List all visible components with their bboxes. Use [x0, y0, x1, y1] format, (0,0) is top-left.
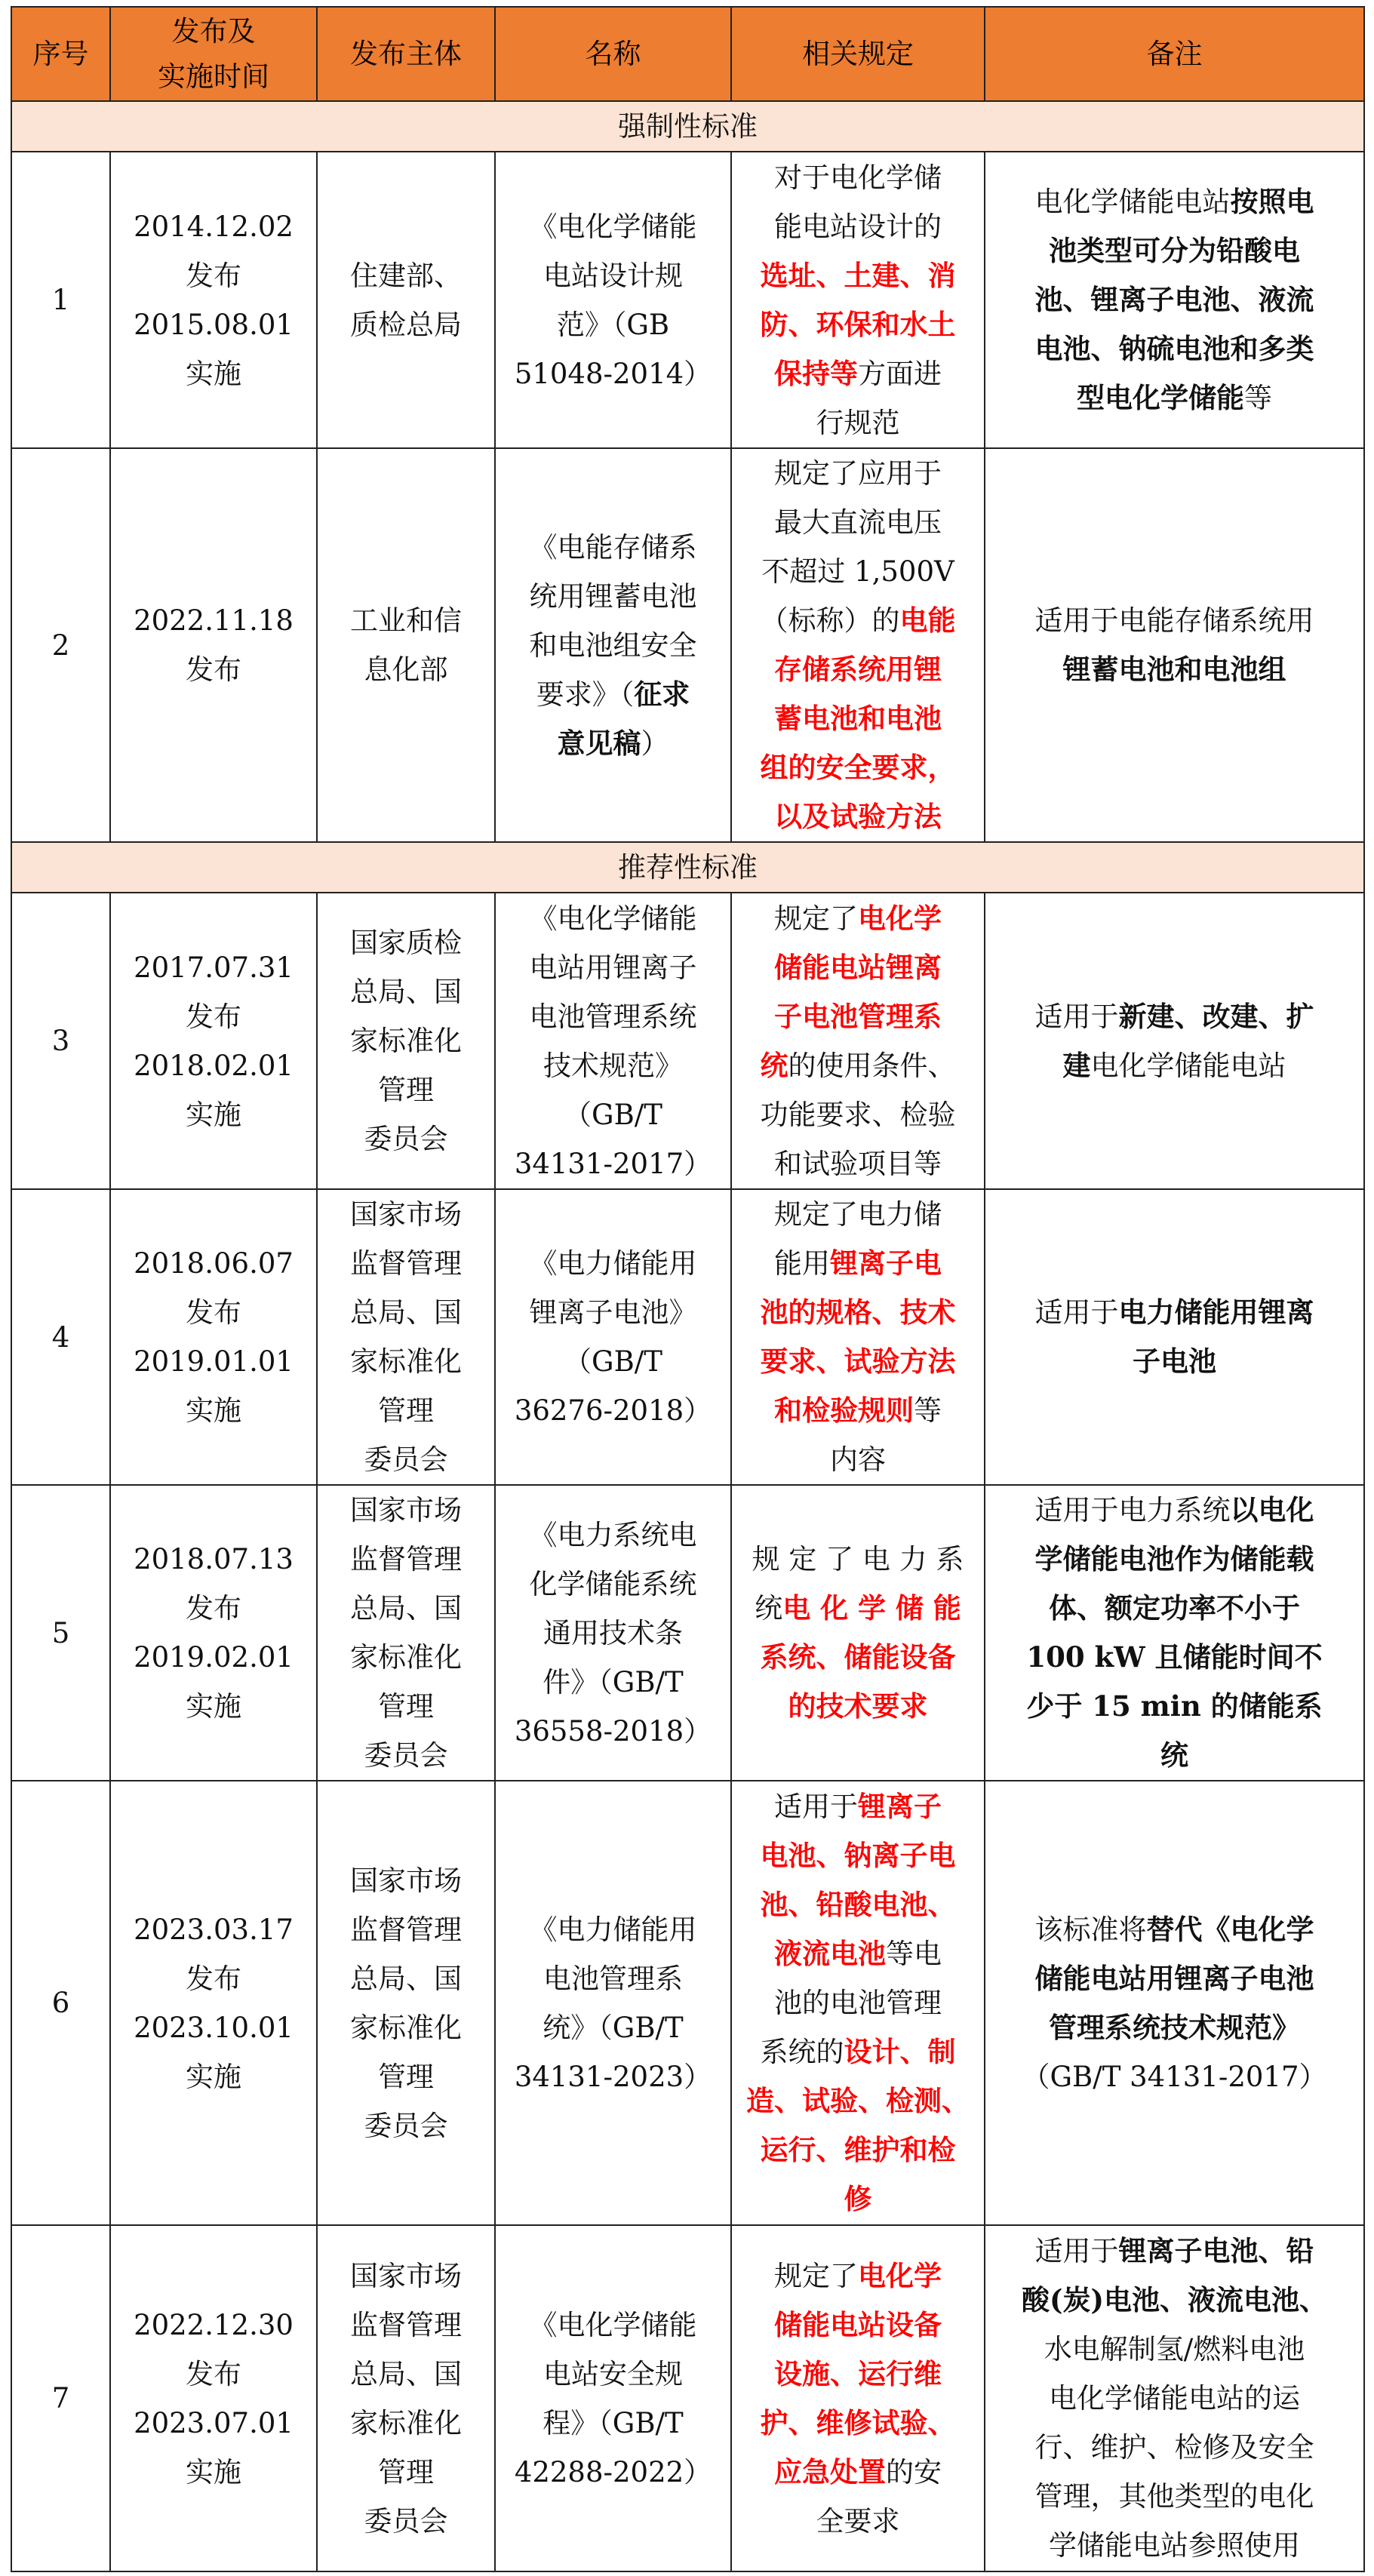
issuer-line: 总局、国: [350, 2357, 462, 2390]
name-line: 《电力储能用: [529, 1247, 697, 1280]
notes-text: 按照电: [1230, 185, 1314, 218]
name-line: 件》（GB/T: [543, 1665, 684, 1698]
rules-text: 储能电站锂离: [774, 950, 942, 984]
notes: [985, 2225, 1364, 2571]
rules-text: 规定了电力储: [774, 1198, 942, 1231]
rules-text: 蓄电池和电池: [774, 702, 942, 735]
issuer-line: 委员会: [364, 2504, 448, 2538]
rules-text: 的技术要求: [788, 1689, 928, 1723]
notes-text: 100 kW 且储能时间不: [1026, 1640, 1323, 1674]
notes-text: 适用于电能存储系统用: [1034, 604, 1314, 637]
rules-text: 能用: [774, 1247, 830, 1280]
date-line: 2019.02.01: [134, 1641, 294, 1674]
notes-text: 电化学储能电站: [1034, 186, 1231, 218]
table-row: [11, 1781, 1364, 2225]
table-row: [11, 448, 1364, 842]
rules-text: 统: [760, 1048, 788, 1082]
rules-text: 电能: [899, 604, 956, 637]
notes-text: 型电化学储能: [1077, 381, 1244, 414]
issuer-line: 总局、国: [350, 1296, 462, 1329]
notes: [985, 1781, 1364, 2225]
section-row: [11, 842, 1364, 893]
name-line: 《电力储能用: [529, 1913, 697, 1946]
date-line: 2017.07.31: [134, 951, 294, 984]
name-line: 34131-2017）: [514, 1147, 712, 1180]
rules-text: 池的电池管理: [774, 1987, 942, 2019]
issuer-line: 国家质检: [350, 927, 462, 959]
name-text: 要求》（: [536, 678, 635, 711]
date-line: 2015.08.01: [134, 308, 294, 341]
issuer: [317, 448, 495, 842]
name-line: 电池管理系统: [529, 1000, 697, 1033]
issuer-line: 工业和信: [350, 604, 462, 637]
standard-name: [495, 1781, 731, 2225]
name-line: 《电化学储能: [529, 210, 697, 243]
standard-name: [495, 1189, 731, 1485]
rules-text: 的使用条件、: [788, 1049, 956, 1082]
name-line: 程》（GB/T: [543, 2406, 684, 2439]
rules-text: 等: [914, 1394, 942, 1427]
row-number: 6: [11, 1781, 110, 2225]
rules-text: 功能要求、检验: [760, 1098, 956, 1131]
table-row: [11, 2225, 1364, 2571]
date-line: 发布: [186, 2357, 241, 2390]
rules-text: 锂离子: [858, 1790, 942, 1823]
rules-text: 方面进: [858, 357, 942, 390]
name-line: 《电力系统电: [529, 1518, 697, 1551]
issuer: [317, 2225, 495, 2571]
standard-name: [495, 448, 731, 842]
issuer-line: 管理: [378, 1074, 434, 1106]
table-row: [11, 152, 1364, 448]
date-line: 2023.03.17: [134, 1913, 294, 1946]
name-line: 34131-2023）: [514, 2060, 712, 2093]
issuer-line: 国家市场: [350, 2259, 462, 2292]
related-rules: [731, 448, 985, 842]
related-rules: [731, 152, 985, 448]
table-row: [11, 1485, 1364, 1781]
issuer-line: 家标准化: [350, 2406, 462, 2439]
notes-text: （GB/T 34131-2017）: [1022, 2060, 1327, 2093]
table-row: [11, 1189, 1364, 1485]
issuer: [317, 1189, 495, 1485]
notes-text: 适用于: [1034, 1296, 1119, 1329]
name-text: 统用锂蓄电池: [529, 579, 697, 613]
notes-text: 适用于: [1034, 2235, 1119, 2267]
name-text: 征求: [634, 677, 690, 711]
rules-text: 系统的: [760, 2036, 844, 2068]
name-text: ）: [641, 727, 669, 760]
name-line: 《电化学储能: [529, 902, 697, 935]
rules-text: 统: [755, 1592, 783, 1625]
header-date: [110, 7, 317, 101]
rules-text: 造、试验、检测、: [746, 2084, 970, 2117]
date-line: 2014.12.02: [134, 210, 294, 243]
issuer-line: 息化部: [364, 653, 448, 686]
rules-text: 最大直流电压: [774, 506, 942, 539]
standard-name: [495, 152, 731, 448]
notes-text: 该标准将: [1034, 1913, 1147, 1946]
notes-text: 电池、钠硫电池和多类: [1034, 332, 1314, 365]
rules-text: 池的规格、技术: [760, 1296, 956, 1329]
row-number: 3: [11, 893, 110, 1189]
name-line: 技术规范》: [543, 1049, 683, 1082]
rules-text: 等电: [886, 1938, 942, 1970]
date-line: 实施: [186, 1098, 241, 1131]
date-line: 发布: [186, 1000, 241, 1033]
date-line: 2022.11.18: [134, 604, 294, 637]
table-row: [11, 893, 1364, 1189]
date-line: 实施: [186, 2455, 241, 2488]
section-row: [11, 101, 1364, 152]
issuer-line: 监督管理: [350, 1247, 462, 1280]
release-dates: [110, 1781, 317, 2225]
issuer-line: 总局、国: [350, 976, 462, 1008]
date-line: 2019.01.01: [134, 1345, 294, 1378]
standard-name: [495, 2225, 731, 2571]
issuer-line: 国家市场: [350, 1494, 462, 1526]
issuer-line: 监督管理: [350, 1913, 462, 1946]
name-line: 电站安全规: [543, 2357, 683, 2390]
notes: [985, 1189, 1364, 1485]
rules-text: 适用于: [774, 1791, 858, 1823]
rules-text: 存储系统用锂: [774, 653, 942, 686]
name-line: 统》（GB/T: [543, 2011, 684, 2044]
rules-text: 要求、试验方法: [760, 1345, 956, 1378]
issuer: [317, 1485, 495, 1781]
name-line: （GB/T: [564, 1345, 662, 1378]
rules-text: （标称）的: [760, 604, 900, 637]
header-rules: 相关规定: [731, 7, 985, 101]
name-line: 42288-2022）: [514, 2455, 712, 2488]
row-number: 1: [11, 152, 110, 448]
notes: [985, 893, 1364, 1189]
name-line: 电池管理系: [543, 1962, 683, 1995]
name-line: 电站设计规: [543, 259, 683, 292]
rules-text: 和检验规则: [774, 1394, 914, 1427]
date-line: 实施: [186, 1394, 241, 1427]
rules-text: 规定了: [774, 902, 858, 935]
release-dates: [110, 1485, 317, 1781]
name-line: 通用技术条: [543, 1616, 683, 1649]
issuer-line: 管理: [378, 2060, 434, 2093]
release-dates: [110, 152, 317, 448]
row-number: 5: [11, 1485, 110, 1781]
issuer-line: 管理: [378, 1394, 434, 1427]
name-line: （GB/T: [564, 1098, 662, 1131]
issuer-line: 总局、国: [350, 1962, 462, 1995]
standard-name: [495, 893, 731, 1189]
date-line: 2023.10.01: [134, 2011, 294, 2044]
related-rules: [731, 1189, 985, 1485]
issuer-line: 委员会: [364, 1123, 448, 1155]
date-line: 实施: [186, 1690, 241, 1723]
issuer-line: 家标准化: [350, 1345, 462, 1378]
rules-text: 行规范: [816, 406, 900, 439]
rules-text: 和试验项目等: [774, 1147, 942, 1180]
notes-text: 管理，其他类型的电化: [1034, 2480, 1314, 2513]
rules-text: 应急处置: [774, 2455, 886, 2488]
rules-text: 修: [844, 2182, 872, 2215]
issuer: [317, 152, 495, 448]
issuer-line: 家标准化: [350, 2011, 462, 2044]
issuer-line: 监督管理: [350, 1543, 462, 1575]
standard-name: [495, 1485, 731, 1781]
row-number: 2: [11, 448, 110, 842]
notes-text: 替代《电化学: [1146, 1912, 1314, 1946]
row-number: 7: [11, 2225, 110, 2571]
rules-text: 池、铅酸电池、: [760, 1888, 956, 1921]
header-no: 序号: [11, 7, 110, 101]
issuer-line: 住建部、: [350, 259, 462, 292]
rules-text: 子电池管理系: [774, 999, 942, 1033]
notes-text: 新建、改建、扩: [1118, 999, 1314, 1033]
notes-text: 锂蓄电池和电池组: [1062, 653, 1286, 686]
rules-text: 对于电化学储: [774, 161, 942, 194]
header-notes: 备注: [985, 7, 1364, 101]
rules-text: 护、维修试验、: [760, 2405, 956, 2439]
issuer-line: 国家市场: [350, 1198, 462, 1231]
header-date-line1: 发布及: [171, 14, 256, 48]
date-line: 发布: [186, 653, 241, 686]
row-number: 4: [11, 1189, 110, 1485]
date-line: 2022.12.30: [134, 2308, 294, 2341]
notes-text: 建: [1062, 1048, 1091, 1082]
name-text: 《电能存储系: [529, 530, 697, 564]
notes: [985, 152, 1364, 448]
notes-text: 适用于电力系统: [1034, 1494, 1231, 1526]
related-rules: [731, 2225, 985, 2571]
section-label: 推荐性标准: [11, 842, 1364, 893]
rules-text: 防、环保和水土: [760, 307, 956, 341]
rules-text: 电化学: [858, 901, 942, 935]
rules-text: 保持等: [774, 356, 858, 390]
date-line: 发布: [186, 259, 241, 292]
rules-text: 内容: [830, 1443, 886, 1476]
notes-text: 学储能电池作为储能载: [1034, 1542, 1314, 1575]
date-line: 实施: [186, 2060, 241, 2093]
notes-text: 电化学储能电站的运: [1049, 2382, 1300, 2415]
date-line: 发布: [186, 1962, 241, 1995]
issuer: [317, 893, 495, 1189]
notes-text: 池、锂离子电池、液流: [1034, 283, 1314, 316]
name-line: 范》（GB: [556, 308, 670, 341]
date-line: 发布: [186, 1592, 241, 1625]
rules-text: 液流电池: [774, 1937, 886, 1970]
rules-text: 选址、土建、消: [760, 258, 956, 292]
notes-text: 子电池: [1133, 1345, 1216, 1378]
header-row: [11, 7, 1364, 101]
notes-text: 学储能电站参照使用: [1049, 2529, 1300, 2562]
date-line: 2023.07.01: [134, 2406, 294, 2439]
release-dates: [110, 893, 317, 1189]
issuer-line: 国家市场: [350, 1864, 462, 1897]
name-line: 36558-2018）: [514, 1714, 712, 1748]
issuer-line: 委员会: [364, 1739, 448, 1772]
rules-text: 设计、制: [844, 2035, 956, 2068]
release-dates: [110, 1189, 317, 1485]
rules-text: 运行、维护和检: [760, 2133, 956, 2166]
date-line: 实施: [186, 357, 241, 390]
related-rules: [731, 893, 985, 1189]
name-text: 和电池组安全: [529, 629, 697, 662]
rules-text: 锂离子电: [830, 1247, 942, 1280]
notes-text: 适用于: [1034, 1000, 1119, 1033]
table-body: [11, 101, 1364, 2571]
name-line: 锂离子电池》: [529, 1296, 697, 1329]
notes-text: 池类型可分为铅酸电: [1049, 234, 1300, 267]
issuer-line: 监督管理: [350, 2308, 462, 2341]
rules-text: 不超过 1,500V: [761, 555, 954, 588]
rules-text: 的安: [886, 2455, 942, 2488]
date-line: 2018.02.01: [134, 1049, 294, 1082]
issuer-line: 委员会: [364, 2109, 448, 2142]
release-dates: [110, 2225, 317, 2571]
issuer-line: 管理: [378, 1690, 434, 1723]
rules-text: 系统、储能设备: [760, 1640, 956, 1674]
rules-text: 规 定 了 电 力 系: [752, 1543, 964, 1575]
related-rules: [731, 1781, 985, 2225]
header-issuer: 发布主体: [317, 7, 495, 101]
name-line: 36276-2018）: [514, 1394, 712, 1427]
notes-text: 水电解制氢/燃料电池: [1044, 2333, 1305, 2365]
issuer-line: 质检总局: [350, 308, 462, 341]
notes-text: 行、维护、检修及安全: [1034, 2431, 1314, 2464]
issuer: [317, 1781, 495, 2225]
notes: [985, 1485, 1364, 1781]
name-line: 化学储能系统: [529, 1567, 697, 1600]
issuer-line: 管理: [378, 2455, 434, 2488]
notes-text: 少于 15 min 的储能系: [1026, 1689, 1323, 1723]
header-date-line2: 实施时间: [158, 60, 269, 93]
notes-text: 酸(炭)电池、液流电池、: [1021, 2283, 1327, 2316]
rules-text: 规定了应用于: [774, 457, 942, 490]
rules-text: 电池、钠离子电: [760, 1839, 956, 1872]
notes-text: 等: [1244, 382, 1272, 414]
related-rules: [731, 1485, 985, 1781]
name-text: 意见稿: [557, 726, 641, 760]
header-name: 名称: [495, 7, 731, 101]
rules-text: 能电站设计的: [774, 210, 942, 243]
issuer-line: 委员会: [364, 1443, 448, 1476]
notes-text: 电化学储能电站: [1090, 1049, 1286, 1082]
notes-text: 体、额定功率不小于: [1049, 1591, 1300, 1625]
rules-text: 以及试验方法: [774, 800, 942, 833]
standards-table: [11, 6, 1365, 2572]
rules-text: 规定了: [774, 2259, 858, 2292]
notes-text: 以电化: [1230, 1493, 1314, 1526]
notes: [985, 448, 1364, 842]
release-dates: [110, 448, 317, 842]
rules-text: 电化学: [858, 2258, 942, 2292]
rules-text: 全要求: [816, 2504, 900, 2538]
notes-text: 储能电站用锂离子电池: [1034, 1961, 1314, 1995]
rules-text: 组的安全要求，: [760, 751, 956, 784]
name-line: 《电化学储能: [529, 2308, 697, 2341]
issuer-line: 家标准化: [350, 1641, 462, 1674]
date-line: 2018.07.13: [134, 1543, 294, 1575]
date-line: 发布: [186, 1296, 241, 1329]
issuer-line: 总局、国: [350, 1592, 462, 1625]
rules-text: 电 化 学 储 能: [782, 1591, 961, 1625]
section-label: 强制性标准: [11, 101, 1364, 152]
notes-text: 管理系统技术规范》: [1049, 2010, 1300, 2044]
name-line: 51048-2014）: [514, 357, 712, 390]
rules-text: 设施、运行维: [774, 2356, 942, 2390]
name-line: 电站用锂离子: [529, 951, 697, 984]
notes-text: 电力储能用锂离: [1118, 1296, 1314, 1329]
issuer-line: 家标准化: [350, 1025, 462, 1057]
notes-text: 统: [1160, 1738, 1188, 1772]
date-line: 2018.06.07: [134, 1247, 294, 1280]
rules-text: 储能电站设备: [774, 2307, 942, 2341]
notes-text: 锂离子电池、铅: [1118, 2234, 1314, 2267]
